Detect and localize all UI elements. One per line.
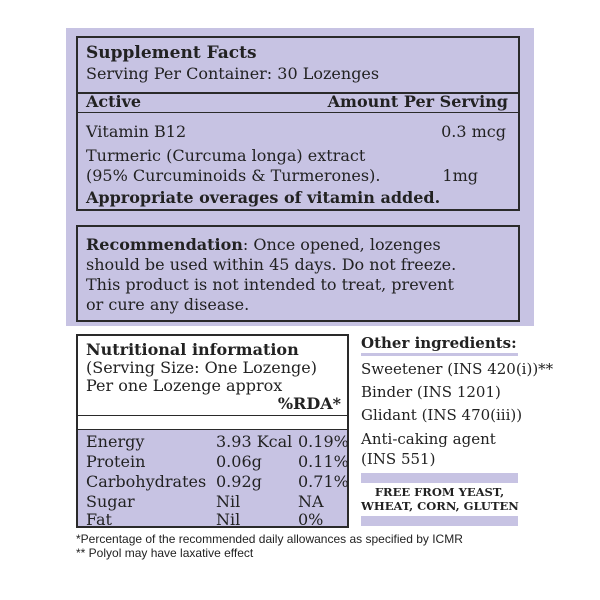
supplement-facts-header xyxy=(78,38,518,94)
nutrient-rda: 0.11% xyxy=(298,452,349,471)
nutrient-name: Energy xyxy=(86,432,145,451)
nutrient-rda: 0.71% xyxy=(298,472,349,491)
other-ingredient-item: Glidant (INS 470(iii)) xyxy=(361,406,523,424)
nutrient-rda: 0% xyxy=(298,510,324,529)
ingredient-name: Turmeric (Curcuma longa) extract xyxy=(86,146,366,165)
supplement-facts-panel xyxy=(76,36,520,211)
per-lozenge-note: Per one Lozenge approx xyxy=(86,376,283,395)
nutrient-value: Nil xyxy=(216,492,241,511)
ingredient-name: Vitamin B12 xyxy=(86,122,187,141)
nutrient-name: Fat xyxy=(86,510,112,529)
nutrient-value: Nil xyxy=(216,510,241,529)
overage-note: Appropriate overages of vitamin added. xyxy=(86,188,441,207)
ingredient-amount: 0.3 mcg xyxy=(441,122,506,141)
supplement-column-header xyxy=(78,92,518,113)
nutrient-rda: NA xyxy=(298,492,324,511)
other-ingredient-item: Binder (INS 1201) xyxy=(361,383,501,401)
nutrient-rda: 0.19% xyxy=(298,432,349,451)
free-from-line-1: FREE FROM YEAST, xyxy=(374,485,505,499)
other-ingredients-title: Other ingredients: xyxy=(361,334,517,352)
ingredient-amount: 1mg xyxy=(442,166,478,185)
free-from-top-bar xyxy=(361,473,518,483)
other-ingredient-item: Anti-caking agent xyxy=(361,430,496,448)
nutrition-title: Nutritional information xyxy=(86,340,299,359)
recommendation-line-2: should be used within 45 days. Do not freeze. xyxy=(86,255,457,274)
polyol-footnote: ** Polyol may have laxative effect xyxy=(76,546,254,560)
nutrition-header xyxy=(78,336,347,416)
nutrient-value: 0.92g xyxy=(216,472,262,491)
recommendation-line-1: Recommendation: Once opened, lozenges xyxy=(86,235,441,254)
recommendation-label: Recommendation xyxy=(86,235,243,254)
recommendation-line-4: or cure any disease. xyxy=(86,295,250,314)
ingredient-name-continued: (95% Curcuminoids & Turmerones). xyxy=(86,166,381,185)
nutrient-value: 3.93 Kcal xyxy=(216,432,293,451)
free-from-line-2: WHEAT, CORN, GLUTEN xyxy=(361,499,519,513)
nutrition-panel xyxy=(76,334,349,528)
column-amount-per-serving: Amount Per Serving xyxy=(327,92,508,111)
other-ingredient-item: Sweetener (INS 420(i))** xyxy=(361,360,554,378)
nutrient-name: Sugar xyxy=(86,492,135,511)
free-from-bottom-bar xyxy=(361,516,518,526)
recommendation-panel xyxy=(76,225,520,322)
column-active: Active xyxy=(86,92,142,111)
supplement-facts-title: Supplement Facts xyxy=(86,43,257,63)
other-ingredients-rule xyxy=(361,353,518,356)
serving-size: (Serving Size: One Lozenge) xyxy=(86,358,317,377)
nutrition-divider-band xyxy=(78,416,347,430)
servings-per-container: Serving Per Container: 30 Lozenges xyxy=(86,64,380,83)
recommendation-line-3: This product is not intended to treat, prevent xyxy=(86,275,454,294)
nutrient-name: Protein xyxy=(86,452,146,471)
nutrient-value: 0.06g xyxy=(216,452,262,471)
nutrient-name: Carbohydrates xyxy=(86,472,207,491)
other-ingredient-item: (INS 551) xyxy=(361,450,436,468)
rda-header: %RDA* xyxy=(277,394,341,413)
rda-footnote: *Percentage of the recommended daily allowances as specified by ICMR xyxy=(76,532,463,546)
